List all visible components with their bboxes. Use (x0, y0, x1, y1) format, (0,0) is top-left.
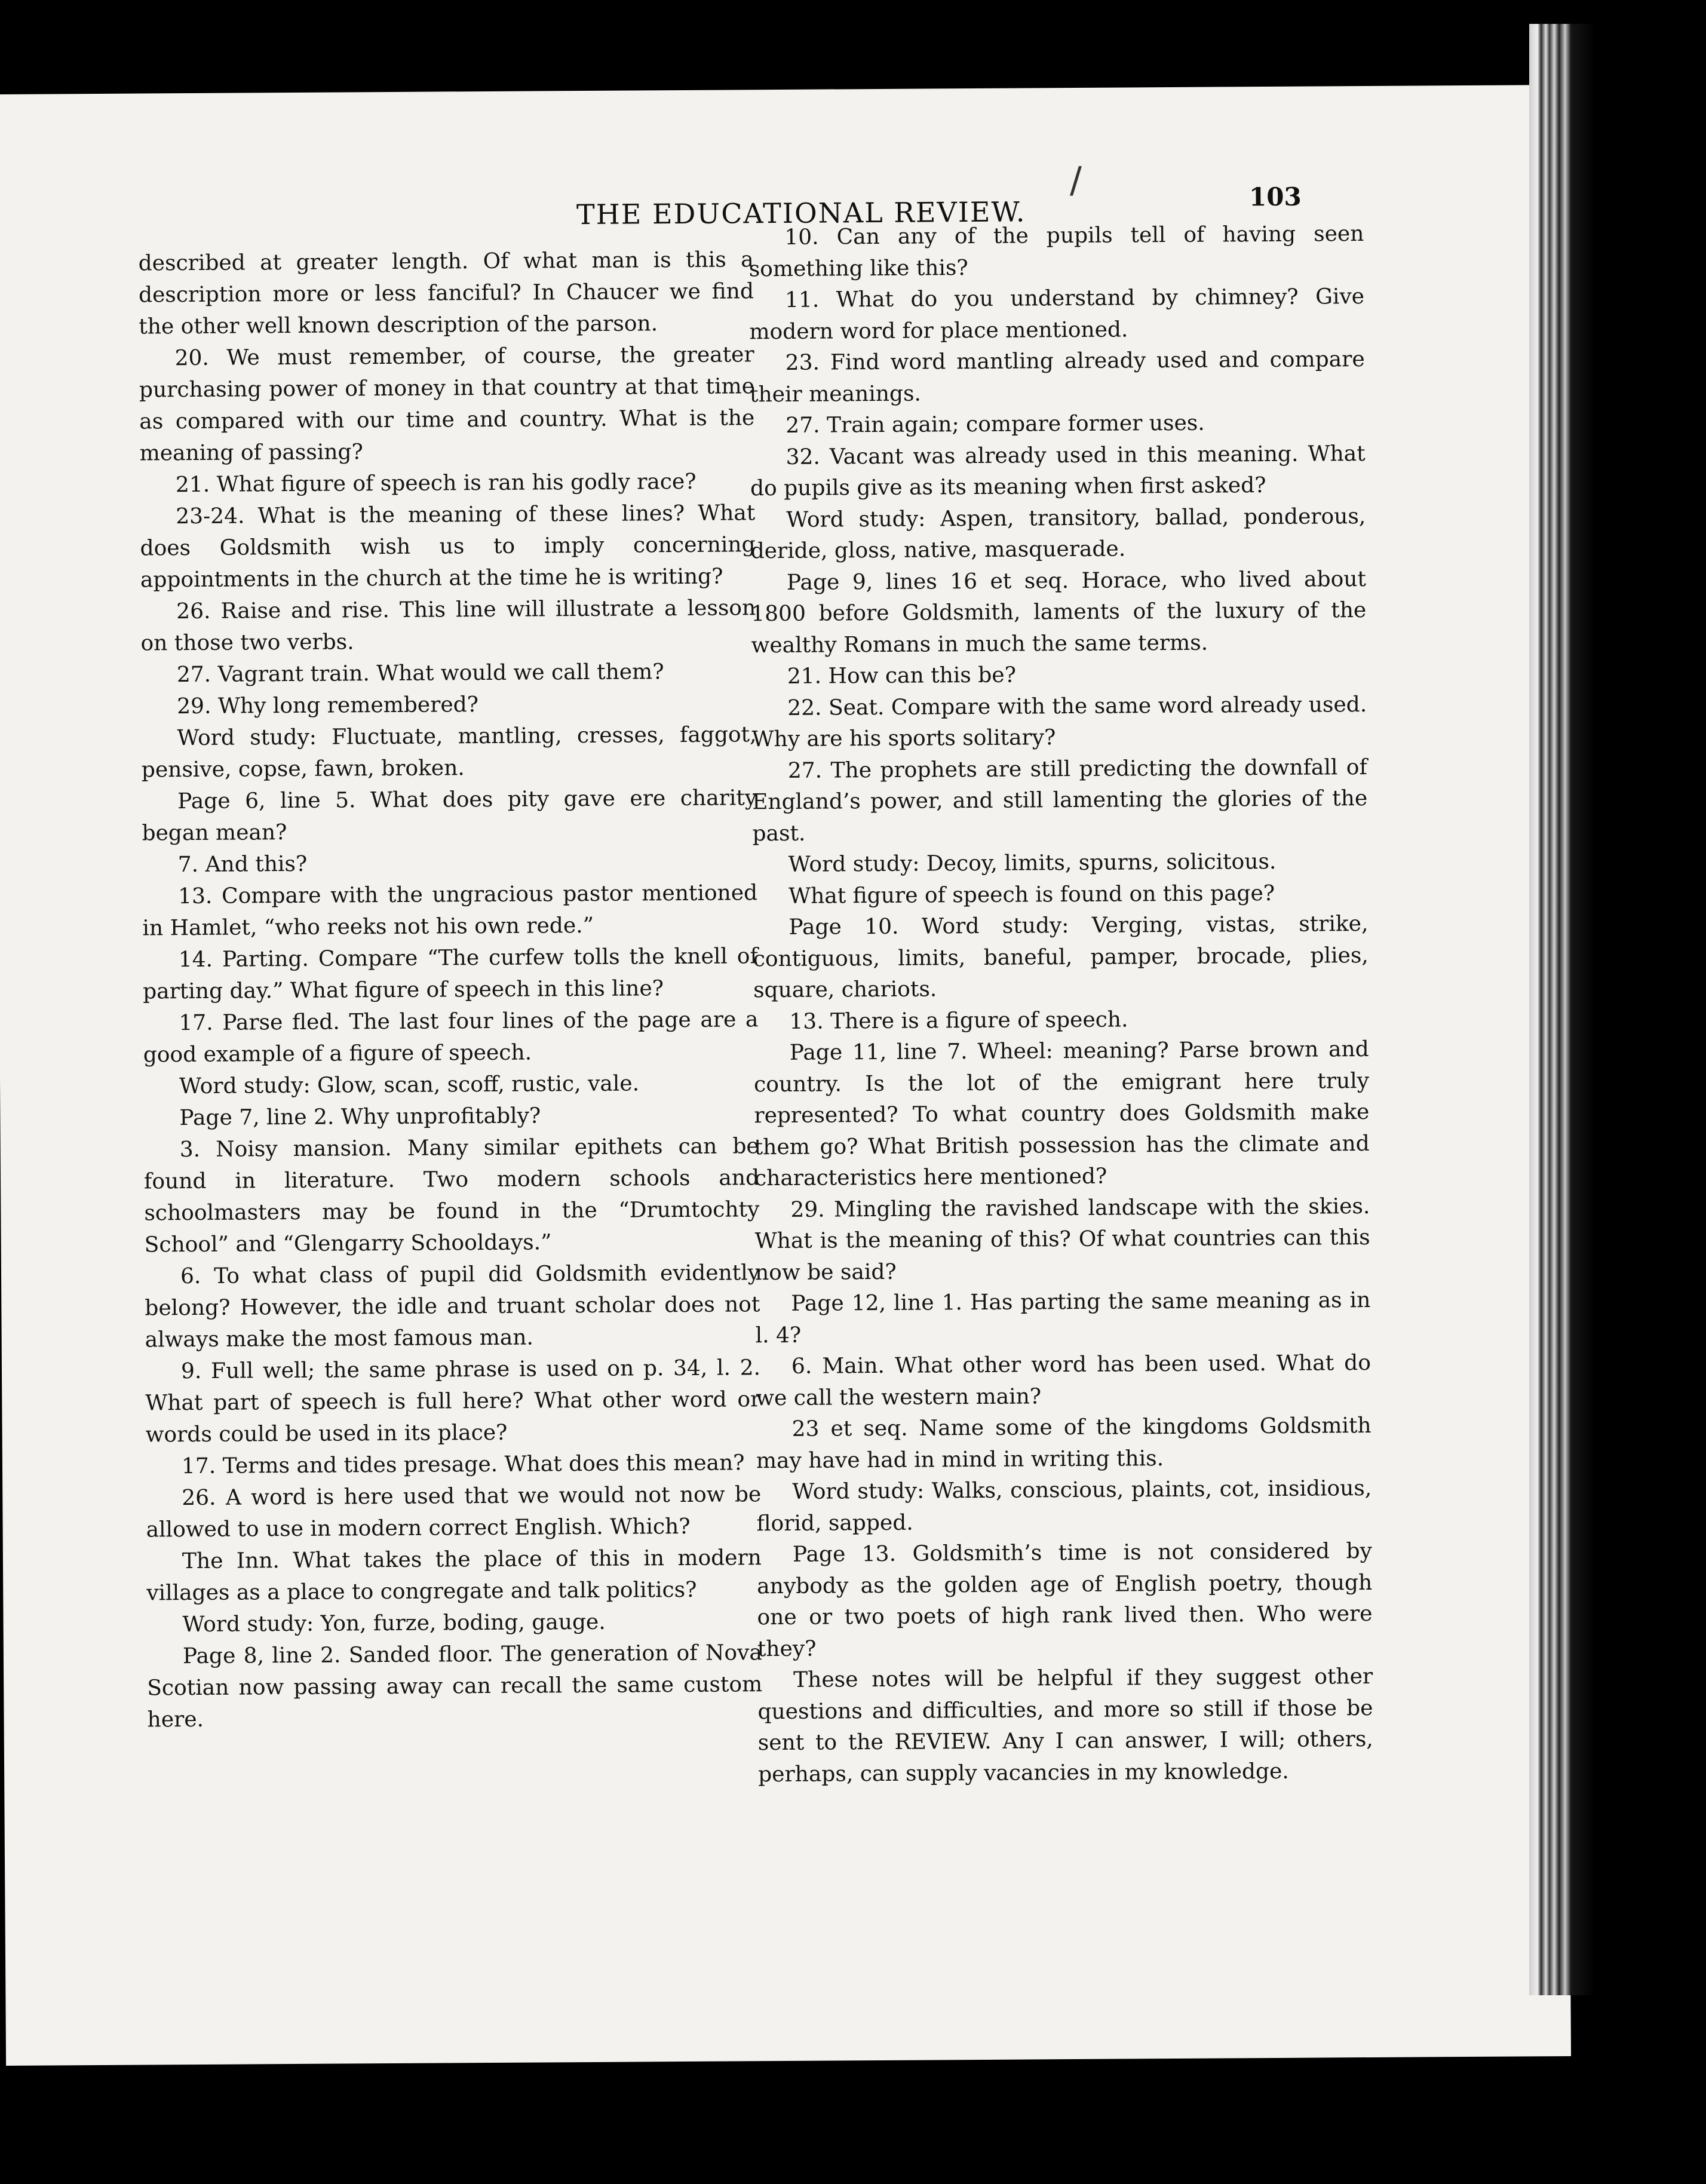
paragraph: Word study: Glow, scan, scoff, rustic, vale. (179, 1071, 640, 1099)
paragraph: 26. A word is here used that we would not now be allowed to use in modern correct English. Which? (146, 1482, 762, 1542)
paragraph: Word study: Yon, furze, boding, gauge. (182, 1609, 606, 1637)
paragraph: 14. Parting. Compare “The curfew tolls the knell of parting day.” What figure of speech in this line? (142, 944, 758, 1004)
paragraph: Page 11, line 7. Wheel: meaning? Parse brown and country. Is the lot of the emigrant here truly represented? To what country does Goldsmith make them go? What British possession has the climate and characteristics here mentioned? (753, 1037, 1370, 1191)
scanned-page (0, 85, 1571, 2066)
paragraph: Word study: Walks, conscious, plaints, cot, insidious, florid, sapped. (756, 1476, 1372, 1536)
paragraph: 11. What do you understand by chimney? Give modern word for place mentioned. (749, 284, 1365, 344)
paragraph: 23. Find word mantling already used and compare their meanings. (749, 347, 1365, 407)
paragraph: 32. Vacant was already used in this meaning. What do pupils give as its meaning when first asked? (750, 441, 1366, 501)
paragraph: 13. Compare with the ungracious pastor mentioned in Hamlet, “who reeks not his own rede.” (142, 881, 758, 941)
paragraph: Word study: Decoy, limits, spurns, solicitous. (788, 849, 1277, 877)
book-spine-edge (1529, 24, 1601, 1995)
paragraph: 20. We must remember, of course, the greater purchasing power of money in that country at that time as compared with our time and country. What is the meaning of passing? (139, 342, 755, 466)
paragraph: 17. Terms and tides presage. What does this mean? (181, 1450, 745, 1479)
paragraph: 22. Seat. Compare with the same word already used. Why are his sports solitary? (751, 692, 1367, 752)
paragraph: 27. Train again; compare former uses. (786, 410, 1205, 438)
paragraph: 13. There is a figure of speech. (789, 1007, 1128, 1034)
paragraph: Page 7, line 2. Why unprofitably? (179, 1103, 541, 1131)
handwritten-mark: / (1069, 159, 1082, 202)
paragraph: Page 10. Word study: Verging, vistas, strike, contiguous, limits, baneful, pamper, brocade, plies, square, chariots. (753, 912, 1369, 1003)
paragraph: 27. Vagrant train. What would we call them? (176, 660, 664, 688)
paragraph: 17. Parse fled. The last four lines of the page are a good example of a figure of speech. (143, 1007, 759, 1068)
paragraph: Word study: Fluctuate, mantling, cresses, faggot, pensive, copse, fawn, broken. (141, 722, 757, 783)
paragraph: 3. Noisy mansion. Many similar epithets can be found in literature. Two modern schools and schoolmasters may be found in the “Drumtochty School” and “Glengarry Schooldays.” (143, 1134, 760, 1257)
paragraph: Page 6, line 5. What does pity gave ere charity began mean? (142, 786, 757, 846)
paragraph: 6. To what class of pupil did Goldsmith evidently belong? However, the idle and truant scholar does not always make the most famous man. (145, 1260, 760, 1352)
paragraph: Page 12, line 1. Has parting the same meaning as in l. 4? (755, 1287, 1371, 1348)
paragraph: Page 9, lines 16 et seq. Horace, who lived about 1800 before Goldsmith, laments of the luxury of the wealthy Romans in much the same terms. (751, 566, 1367, 658)
paragraph: 23 et seq. Name some of the kingdoms Goldsmith may have had in mind in writing this. (756, 1413, 1371, 1473)
paragraph: 29. Mingling the ravished landscape with the skies. What is the meaning of this? Of what countries can this now be said? (754, 1194, 1370, 1285)
page-number: 103 (1248, 182, 1302, 212)
paragraph: 7. And this? (177, 851, 308, 878)
running-header: THE EDUCATIONAL REVIEW. (576, 195, 1026, 231)
paragraph: 26. Raise and rise. This line will illustrate a lesson on those two verbs. (140, 596, 756, 656)
left-text-column (139, 244, 763, 1735)
paragraph: 27. The prophets are still predicting the downfall of England’s power, and still lamenting the glories of the past. (752, 754, 1368, 846)
paragraph: 29. Why long remembered? (177, 692, 479, 719)
paragraph: 23-24. What is the meaning of these lines? What does Goldsmith wish us to imply concerning appointments in the church at the time he is writing? (140, 501, 756, 593)
right-text-column (748, 219, 1373, 1790)
paragraph: 9. Full well; the same phrase is used on p. 34, l. 2. What part of speech is full here? What other word or words could be used in its place? (145, 1355, 761, 1447)
paragraph: Page 8, line 2. Sanded floor. The generation of Nova Scotian now passing away can recall the same custom here. (147, 1640, 763, 1732)
paragraph: These notes will be helpful if they suggest other questions and difficulties, and more so still if those be sent to the REVIEW. Any I can answer, I will; others, perhaps, can supply vacancies in my knowledge. (757, 1664, 1373, 1787)
paragraph: 21. How can this be? (787, 662, 1017, 689)
paragraph: 6. Main. What other word has been used. What do we call the western main? (756, 1350, 1371, 1410)
paragraph: 10. Can any of the pupils tell of having seen something like this? (748, 222, 1364, 281)
paragraph: The Inn. What takes the place of this in modern villages as a place to congregate and talk politics? (146, 1545, 762, 1606)
paragraph: 21. What figure of speech is ran his godly race? (175, 469, 696, 498)
paragraph: Word study: Aspen, transitory, ballad, ponderous, deride, gloss, native, masquerade. (750, 504, 1366, 564)
paragraph: Page 13. Goldsmith’s time is not considered by anybody as the golden age of English poetry, though one or two poets of high rank lived then. Who were they? (757, 1538, 1373, 1661)
paragraph: What figure of speech is found on this page? (788, 881, 1275, 909)
paragraph: described at greater length. Of what man is this a description more or less fanciful? In Chaucer we find the other well known description of the parson. (138, 247, 754, 339)
